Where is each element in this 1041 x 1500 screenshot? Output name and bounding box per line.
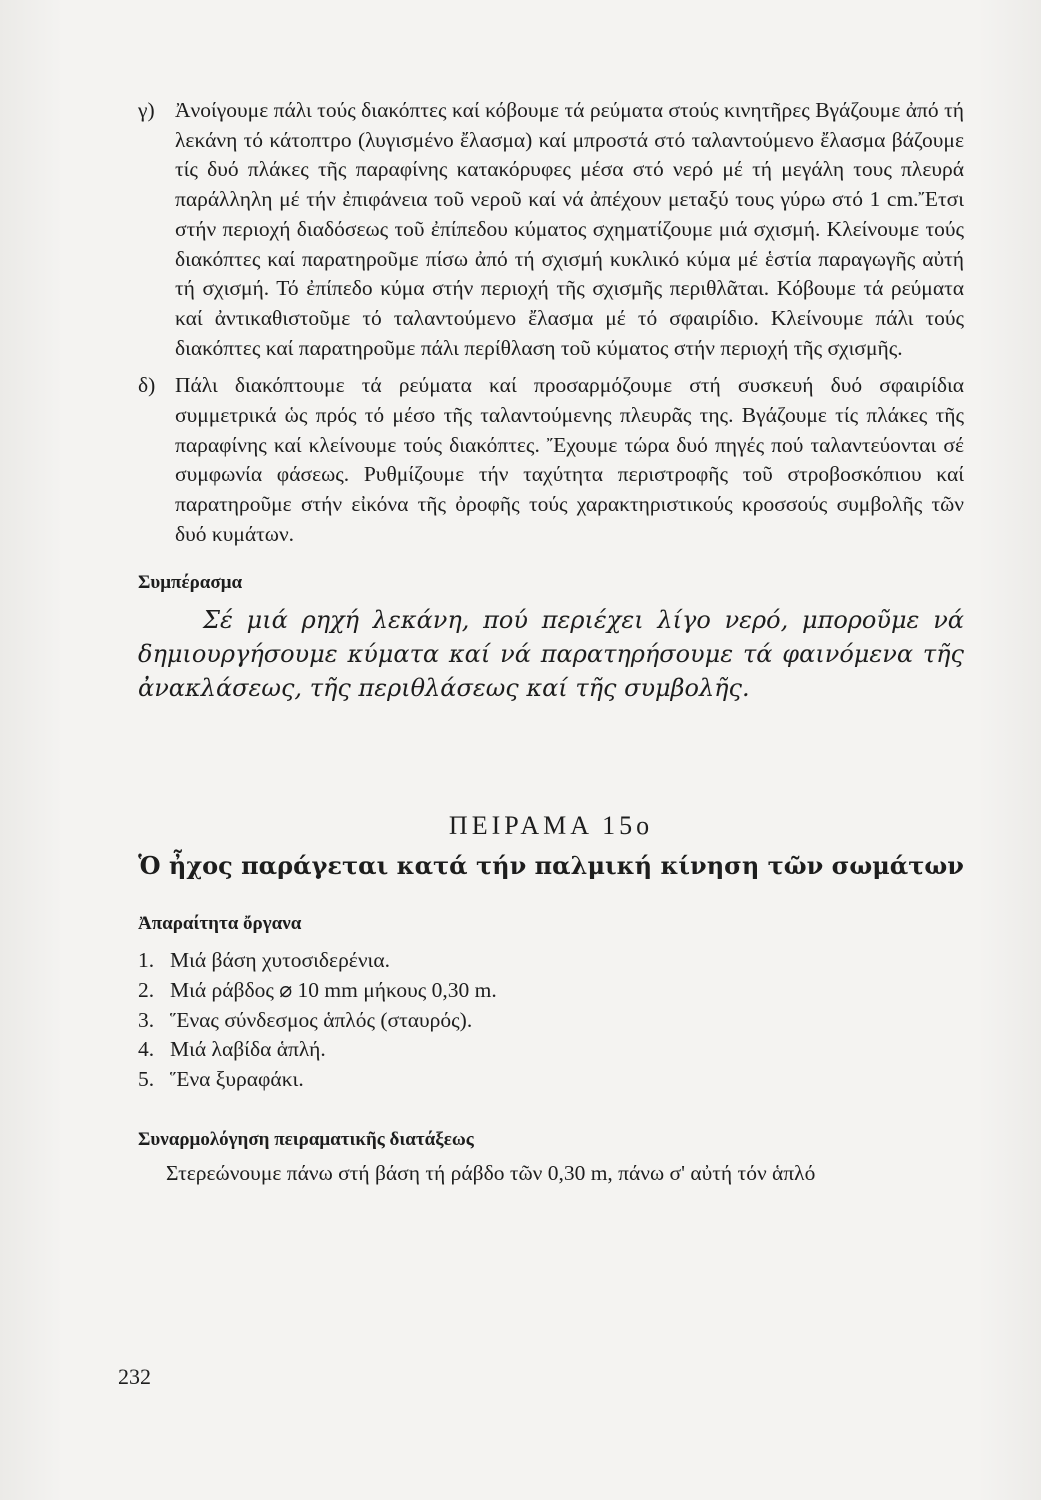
list-item xyxy=(138,1035,964,1065)
list-item xyxy=(138,1065,964,1095)
list-number: 2. xyxy=(138,978,155,1003)
conclusion-heading: Συμπέρασμα xyxy=(138,571,243,593)
conclusion-text: Σέ μιά ρηχή λεκάνη, πού περιέχει λίγο νερό, μποροῦμε νά δημιουργήσουμε κύματα καί νά παρατηρήσουμε τά φαινόμενα τῆς ἀνακλάσεως, τῆς περιθλάσεως καί τῆς συμβολῆς. xyxy=(138,606,964,703)
item-label: δ) xyxy=(138,373,156,398)
list-number: 5. xyxy=(138,1067,155,1092)
list-item xyxy=(138,976,964,1006)
list-text: Ἕνας σύνδεσμος ἁπλός (σταυρός). xyxy=(170,1007,473,1032)
list-item xyxy=(138,1006,964,1036)
list-number: 4. xyxy=(138,1037,155,1062)
list-item xyxy=(138,946,964,976)
list-text: Μιά ράβδος ⌀ 10 mm μήκους 0,30 m. xyxy=(170,978,497,1003)
list-number: 3. xyxy=(138,1007,155,1032)
page-body xyxy=(138,96,964,1188)
list-text: Μιά βάση χυτοσιδερένια. xyxy=(170,948,390,973)
equipment-heading: Ἀπαραίτητα ὄργανα xyxy=(138,912,302,934)
experiment-subtitle: Ὁ ἦχος παράγεται κατά τήν παλμική κίνηση τῶν σωμάτων xyxy=(138,850,964,880)
experiment-title: ΠΕΙΡΑΜΑ 15ο xyxy=(448,811,654,841)
assembly-text: Στερεώνουμε πάνω στή βάση τή ράβδο τῶν 0,30 m, πάνω σ' αὐτή τόν ἁπλό xyxy=(166,1160,816,1185)
assembly-heading: Συναρμολόγηση πειραματικῆς διατάξεως xyxy=(138,1128,474,1150)
item-label: γ) xyxy=(138,98,155,122)
paragraph-delta xyxy=(138,371,964,549)
list-number: 1. xyxy=(138,948,155,973)
item-text: Ἀνοίγουμε πάλι τούς διακόπτες καί κόβουμε τά ρεύματα στούς κινητῆρες Βγάζουμε ἀπό τή λεκάνη τό κάτοπτρο (λυγισμένο ἔλασμα) καί μπροστά στό ταλαντούμενο ἔλασμα βάζουμε τίς δυό πλάκες τῆς παραφίνης κατακόρυφες μέσα στό νερό μέ τή μεγάλη τους πλευρά παράλληλη μέ τήν ἐπιφάνεια τοῦ νεροῦ καί νά ἀπέχουν μεταξύ τους γύρω στό 1 cm.Ἔτσι στήν περιοχή διαδόσεως τοῦ ἐπίπεδου κύματος σχηματίζουμε μιά σχισμή. Κλείνουμε τούς διακόπτες καί παρατηροῦμε πίσω ἀπό τή σχισμή κυκλικό κύμα μέ ἑστία παραγωγῆς αὐτή τή σχισμή. Τό ἐπίπεδο κύμα στήν περιοχή τῆς σχισμῆς περιθλᾶται. Κόβουμε τά ρεύματα καί ἀντικαθιστοῦμε τό ταλαντούμενο ἔλασμα μέ τό σφαιρίδιο. Κλείνουμε πάλι τούς διακόπτες καί παρατηροῦμε πάλι περίθλαση τοῦ κύματος στήν περιοχή τῆς σχισμῆς. xyxy=(175,98,964,360)
item-text: Πάλι διακόπτουμε τά ρεύματα καί προσαρμόζουμε στή συσκευή δυό σφαιρίδια συμμετρικά ὡς πρός τό μέσο τῆς ταλαντούμενης πλευρᾶς της. Βγάζουμε τίς πλάκες τῆς παραφίνης καί κλείνουμε τούς διακόπτες. Ἔχουμε τώρα δυό πηγές πού ταλαντεύονται σέ συμφωνία φάσεως. Ρυθμίζουμε τήν ταχύτητα περιστροφῆς τοῦ στροβοσκόπιου καί παρατηροῦμε στήν εἰκόνα τῆς ὀροφῆς τούς χαρακτηριστικούς κροσσούς συμβολῆς τῶν δυό κυμάτων. xyxy=(175,373,964,546)
page-number: 232 xyxy=(118,1364,151,1389)
equipment-list xyxy=(138,946,964,1095)
list-text: Μιά λαβίδα ἁπλή. xyxy=(170,1037,326,1062)
paragraph-gamma xyxy=(138,96,964,363)
list-text: Ἕνα ξυραφάκι. xyxy=(170,1067,304,1092)
